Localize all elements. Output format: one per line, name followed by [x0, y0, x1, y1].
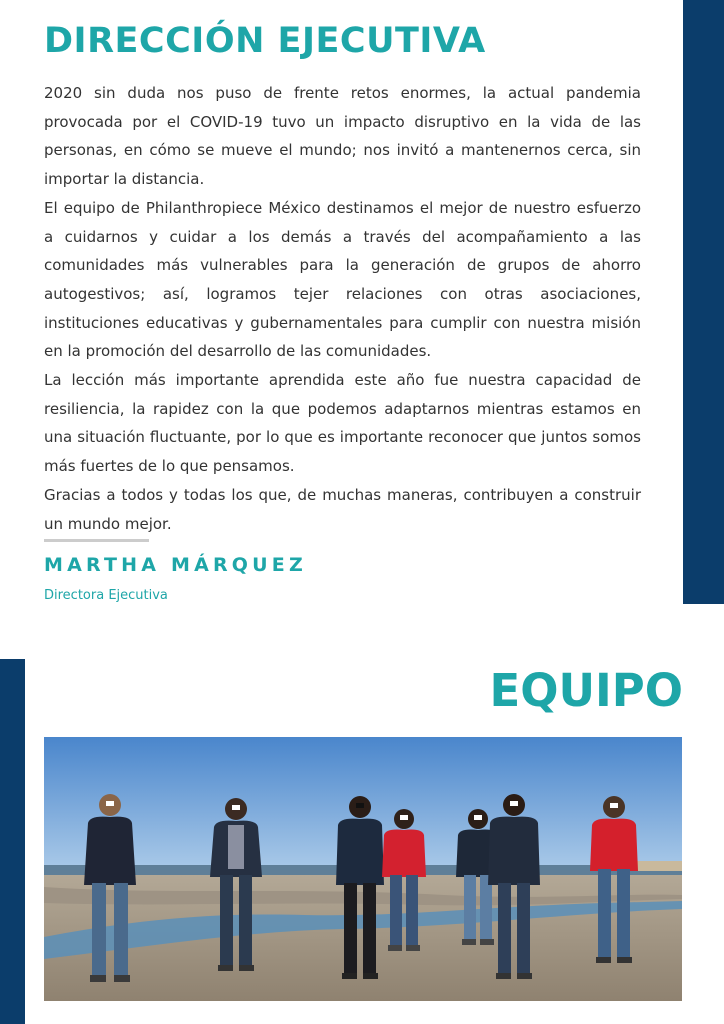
- decorative-bar-right: [683, 0, 724, 604]
- beach-team-illustration: [44, 737, 682, 1001]
- decorative-bar-left: [0, 659, 25, 1024]
- paragraph: La lección más importante aprendida este año fue nuestra capacidad de resiliencia, la rapidez con la que podemos adaptarnos mientras estamos en una situación fluctuante, por lo que es importante reconocer que juntos somos más fuertes de lo que pensamos.: [44, 371, 641, 476]
- paragraph: 2020 sin duda nos puso de frente retos enormes, la actual pandemia provocada por el COVID-19 tuvo un impacto disruptivo en la vida de las personas, en cómo se mueve el mundo; nos invitó a mantenernos cerca, sin importar la distancia.: [44, 84, 641, 189]
- page-title: DIRECCIÓN EJECUTIVA: [44, 21, 486, 61]
- team-photo: [44, 737, 682, 1001]
- signature-name: MARTHA MÁRQUEZ: [44, 554, 307, 576]
- paragraph: Gracias a todos y todas los que, de muchas maneras, contribuyen a construir un mundo mejor.: [44, 485, 641, 533]
- signature-divider: [44, 539, 149, 542]
- paragraph: El equipo de Philanthropiece México destinamos el mejor de nuestro esfuerzo a cuidarnos y cuidar a los demás a través del acompañamiento a las comunidades más vulnerables para la generación de grupos de ahorro autogestivos; así, logramos tejer relaciones con otras asociaciones, instituciones educativas y gubernamentales para cumplir con nuestra misión en la promoción del desarrollo de las comunidades.: [44, 198, 641, 361]
- letter-body: [44, 79, 641, 538]
- signature-role: Directora Ejecutiva: [44, 588, 168, 603]
- team-heading: EQUIPO: [489, 664, 683, 717]
